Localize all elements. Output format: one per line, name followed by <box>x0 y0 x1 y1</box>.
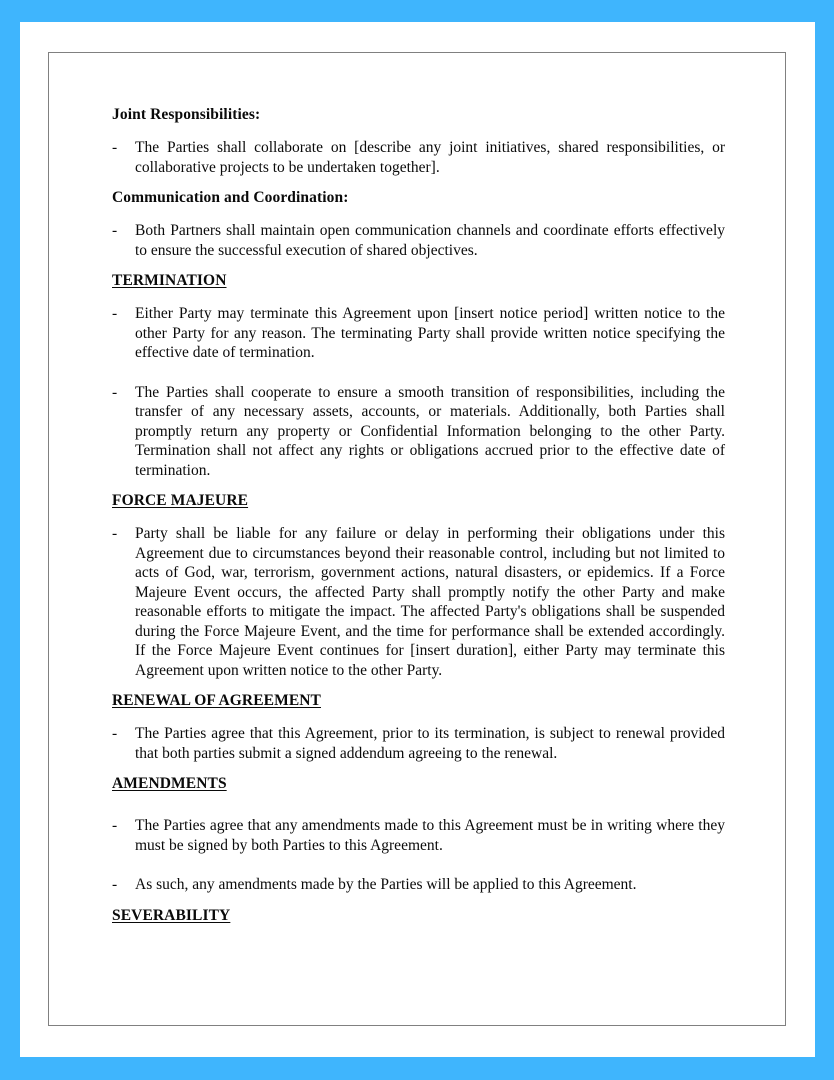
list-item-text: The Parties shall cooperate to ensure a smooth transition of responsibilities, including the transfer of any necessary assets, accounts, or materials. Additionally, both Parties shall promptly return any property or Confidential Information belonging to the other Party. Termination shall not affect any rights or obligations accrued prior to the effective date of termination. <box>135 383 725 479</box>
list-item <box>112 383 725 481</box>
list-item <box>112 724 725 763</box>
spacer <box>112 680 725 691</box>
list-item-text: As such, any amendments made by the Parties will be applied to this Agreement. <box>135 876 637 893</box>
spacer <box>112 710 725 724</box>
spacer <box>112 207 725 221</box>
spacer <box>112 363 725 383</box>
list-item-text: Either Party may terminate this Agreement upon [insert notice period] written notice to the other Party for any reason. The terminating Party shall provide written notice specifying the effective date of termination. <box>135 305 725 361</box>
section-amendments <box>112 774 725 793</box>
spacer <box>112 855 725 875</box>
heading-termination: TERMINATION <box>112 272 227 289</box>
heading-renewal-of-agreement: RENEWAL OF AGREEMENT <box>112 692 321 709</box>
list-item-text: The Parties agree that any amendments made to this Agreement must be in writing where they must be signed by both Parties to this Agreement. <box>135 817 725 854</box>
bullet-dash-icon: - <box>112 525 118 542</box>
list-item <box>112 304 725 363</box>
document-body <box>112 105 725 925</box>
list-item <box>112 221 725 260</box>
section-renewal-of-agreement <box>112 691 725 710</box>
heading-force-majeure: FORCE MAJEURE <box>112 492 249 509</box>
spacer <box>112 763 725 774</box>
section-termination <box>112 271 725 290</box>
bullet-dash-icon: - <box>112 305 118 322</box>
section-force-majeure <box>112 491 725 510</box>
spacer <box>112 793 725 816</box>
heading-joint-responsibilities: Joint Responsibilities: <box>112 106 261 123</box>
list-item <box>112 875 725 895</box>
bullet-dash-icon: - <box>112 876 118 893</box>
spacer <box>112 290 725 304</box>
section-joint-responsibilities <box>112 105 725 124</box>
bullet-dash-icon: - <box>112 725 118 742</box>
section-severability <box>112 906 725 925</box>
spacer <box>112 260 725 271</box>
spacer <box>112 895 725 906</box>
page-border-frame <box>48 52 786 1026</box>
list-item-text: The Parties agree that this Agreement, prior to its termination, is subject to renewal provided that both parties submit a signed addendum agreeing to the renewal. <box>135 725 725 762</box>
spacer <box>112 177 725 188</box>
list-item-text: Party shall be liable for any failure or delay in performing their obligations under this Agreement due to circumstances beyond their reasonable control, including but not limited to acts of God, war, terrorism, government actions, natural disasters, or epidemics. If a Force Majeure Event occurs, the affected Party shall promptly notify the other Party and make reasonable efforts to mitigate the impact. The affected Party's obligations shall be suspended during the Force Majeure Event, and the time for performance shall be extended accordingly. If the Force Majeure Event continues for [insert duration], either Party may terminate this Agreement upon written notice to the other Party. <box>135 525 725 679</box>
bullet-dash-icon: - <box>112 222 118 239</box>
spacer <box>112 510 725 524</box>
section-communication-and-coordination <box>112 188 725 207</box>
heading-communication-and-coordination: Communication and Coordination: <box>112 189 349 206</box>
heading-amendments: AMENDMENTS <box>112 775 227 792</box>
list-item <box>112 524 725 680</box>
spacer <box>112 480 725 491</box>
list-item-text: The Parties shall collaborate on [describe any joint initiatives, shared responsibilities, or collaborative projects to be undertaken together]. <box>135 139 725 176</box>
spacer <box>112 124 725 138</box>
heading-severability: SEVERABILITY <box>112 906 231 924</box>
list-item <box>112 816 725 855</box>
bullet-dash-icon: - <box>112 817 118 834</box>
bullet-dash-icon: - <box>112 139 118 156</box>
page-sheet <box>20 22 815 1057</box>
list-item-text: Both Partners shall maintain open communication channels and coordinate efforts effectively to ensure the successful execution of shared objectives. <box>135 222 725 259</box>
bullet-dash-icon: - <box>112 383 118 401</box>
list-item <box>112 138 725 177</box>
